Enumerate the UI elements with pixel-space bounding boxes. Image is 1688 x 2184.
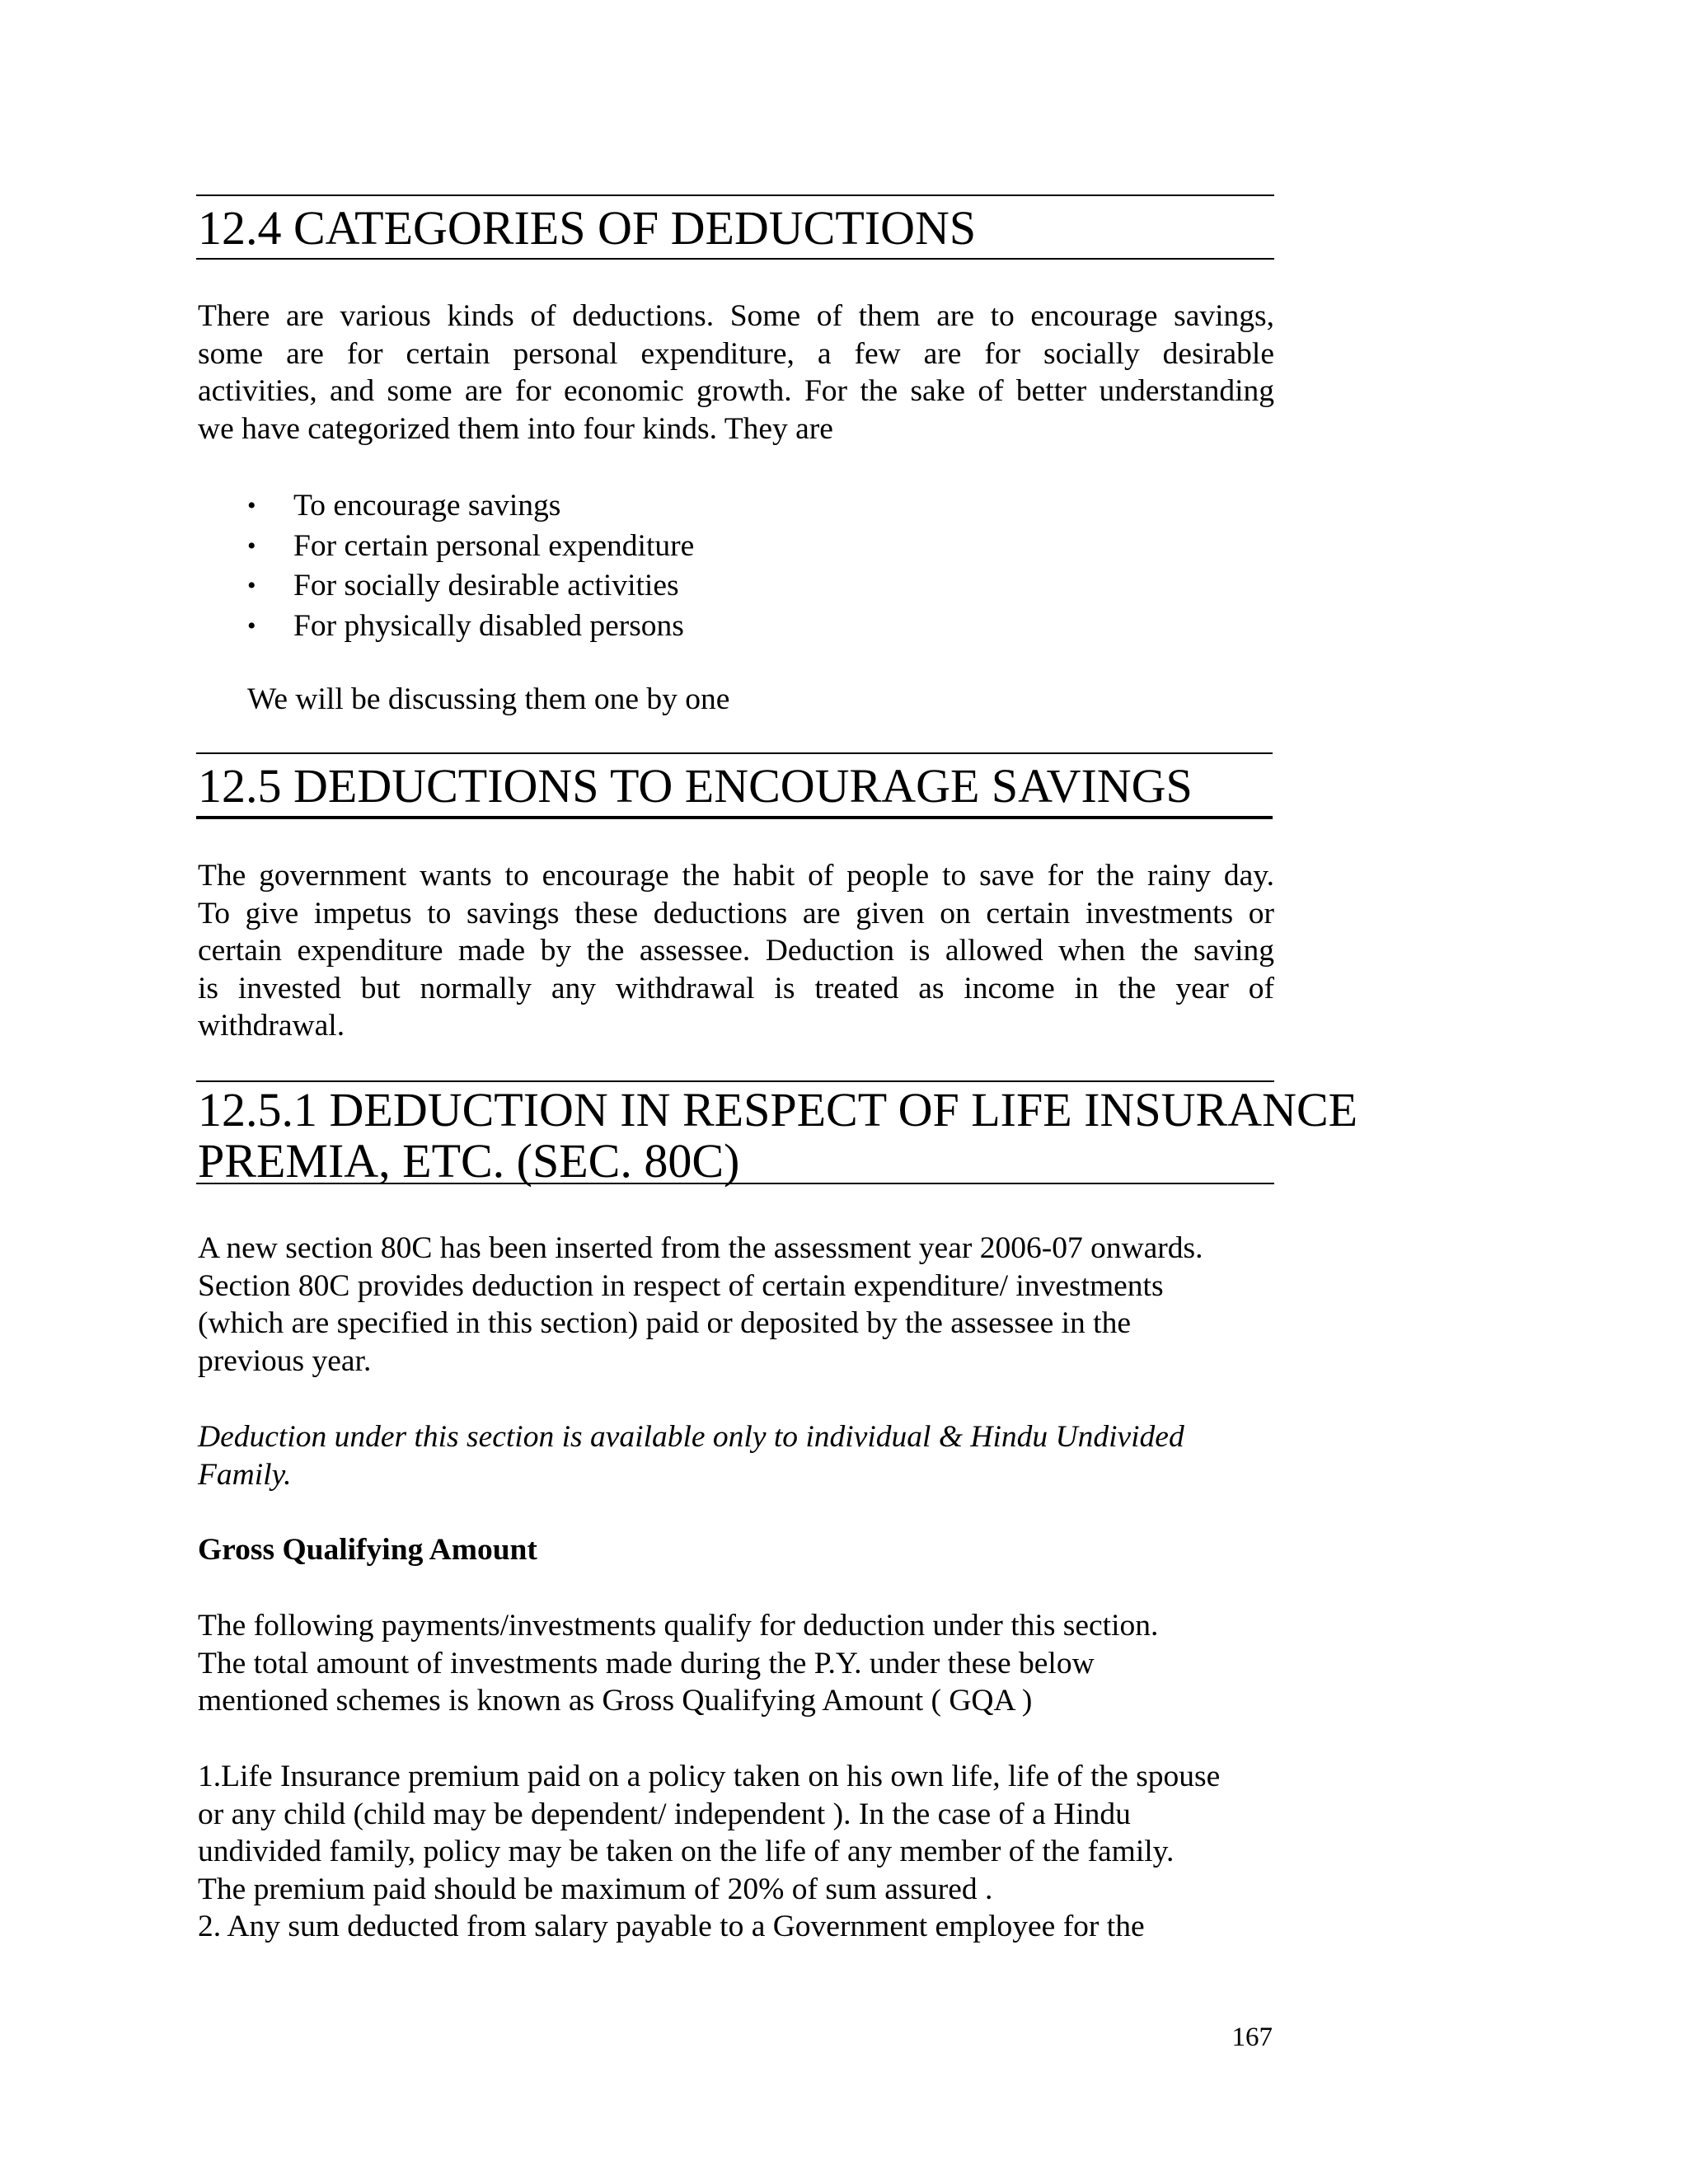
list-item <box>246 486 694 527</box>
paragraph-line: 1.Life Insurance premium paid on a policy taken on his own life, life of the spouse <box>198 1760 1221 1793</box>
list-item <box>246 566 694 607</box>
paragraph-line: The following payments/investments qualify for deduction under this section. <box>198 1609 1159 1643</box>
paragraph-line: Section 80C provides deduction in respect of certain expenditure/ investments <box>198 1268 1164 1303</box>
paragraph-line: The government wants to encourage the habit of people to save for the rainy day. <box>198 859 1274 893</box>
list-item-label: To encourage savings <box>293 489 561 523</box>
paragraph-line: previous year. <box>198 1343 372 1378</box>
paragraph-line: Deduction under this section is available only to individual & Hindu Undivided <box>198 1420 1184 1454</box>
paragraph-line: The total amount of investments made during the P.Y. under these below <box>198 1646 1095 1680</box>
list-item <box>246 527 694 567</box>
paragraph-line: mentioned schemes is known as Gross Qualifying Amount ( GQA ) <box>198 1684 1033 1718</box>
paragraph-line: activities, and some are for economic growth. For the sake of better understanding <box>198 374 1274 408</box>
bullet-icon: • <box>247 532 256 560</box>
paragraph-line: is invested but normally any withdrawal is treated as income in the year of <box>198 971 1274 1005</box>
list-item-label: For physically disabled persons <box>293 608 684 643</box>
eligibility-note <box>198 1418 1184 1493</box>
bullet-icon: • <box>247 492 256 519</box>
page-number: 167 <box>1231 2022 1273 2052</box>
section-80c-paragraph <box>198 1230 1203 1380</box>
section-heading-12-5-1 <box>196 1082 1358 1188</box>
paragraph-line: we have categorized them into four kinds. They are <box>198 411 833 446</box>
heading-line: 12.5.1 DEDUCTION IN RESPECT OF LIFE INSURANCE <box>198 1083 1358 1137</box>
savings-paragraph <box>198 857 1274 1045</box>
list-item <box>246 607 694 647</box>
section-heading-block <box>196 1080 1358 1188</box>
paragraph-line: A new section 80C has been inserted from the assessment year 2006-07 onwards. <box>198 1231 1203 1265</box>
deduction-categories-list <box>246 486 694 646</box>
paragraph-line: To give impetus to savings these deductions are given on certain investments or <box>198 896 1274 930</box>
paragraph-line: (which are specified in this section) paid or deposited by the assessee in the <box>198 1306 1131 1340</box>
list-item-label: For socially desirable activities <box>293 569 679 602</box>
list-item-label: For certain personal expenditure <box>293 528 695 563</box>
document-page <box>196 0 1358 2184</box>
paragraph-line: 2. Any sum deducted from salary payable to a Government employee for the <box>198 1910 1145 1943</box>
gross-qualifying-amount-subheading: Gross Qualifying Amount <box>198 1533 537 1567</box>
paragraph-line: undivided family, policy may be taken on the life of any member of the family. <box>198 1835 1175 1868</box>
gqa-paragraph <box>198 1607 1158 1720</box>
paragraph-line: withdrawal. <box>198 1009 345 1043</box>
closing-sentence: We will be discussing them one by one <box>247 682 730 716</box>
bullet-icon: • <box>247 612 256 640</box>
section-heading-block <box>196 752 1273 819</box>
paragraph-line: some are for certain personal expenditure, a few are for socially desirable <box>198 336 1274 371</box>
paragraph-line: The premium paid should be maximum of 20% of sum assured . <box>198 1872 993 1906</box>
qualifying-items-paragraph <box>198 1758 1220 1946</box>
section-heading-12-5: 12.5 DEDUCTIONS TO ENCOURAGE SAVINGS <box>198 759 1193 813</box>
section-heading-12-4: 12.4 CATEGORIES OF DEDUCTIONS <box>198 201 977 255</box>
paragraph-line: certain expenditure made by the assessee. Deduction is allowed when the saving <box>198 934 1274 968</box>
paragraph-line: Family. <box>198 1457 292 1492</box>
paragraph-line: There are various kinds of deductions. Some of them are to encourage savings, <box>198 299 1274 333</box>
intro-paragraph <box>198 298 1274 448</box>
paragraph-line: or any child (child may be dependent/ independent ). In the case of a Hindu <box>198 1797 1131 1831</box>
section-heading-block <box>196 194 1274 260</box>
heading-line: PREMIA, ETC. (SEC. 80C) <box>198 1134 740 1188</box>
bullet-icon: • <box>247 572 256 599</box>
